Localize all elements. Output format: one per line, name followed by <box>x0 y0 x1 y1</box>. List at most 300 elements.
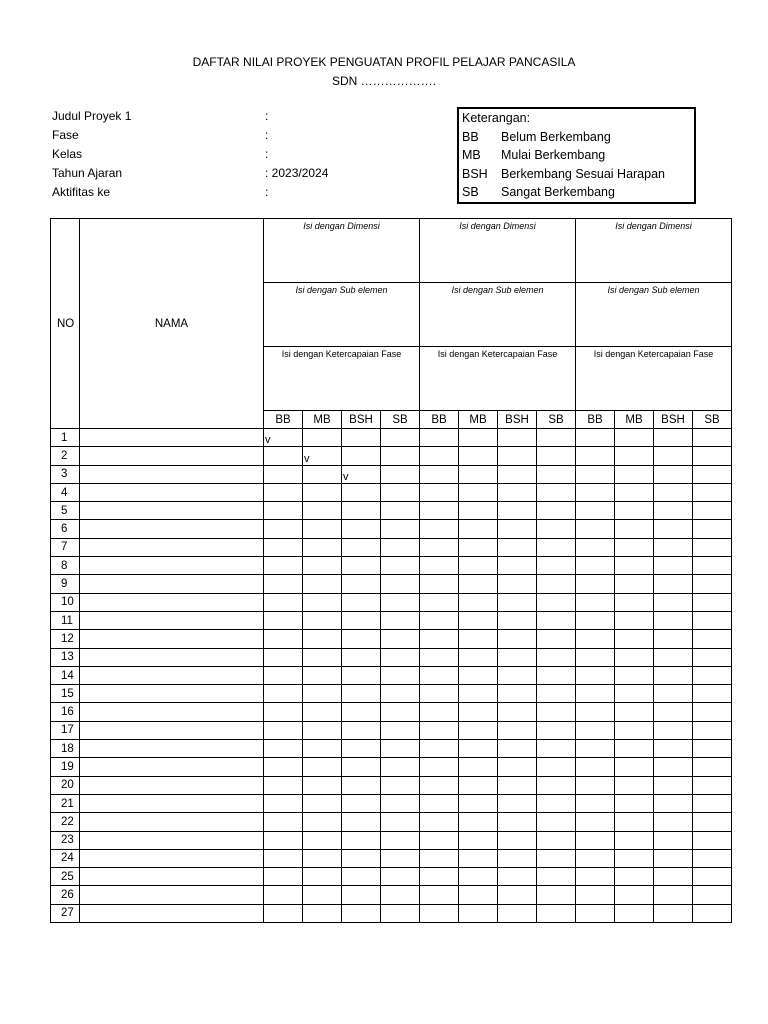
score-cell[interactable] <box>264 758 303 776</box>
name-cell[interactable] <box>80 831 264 849</box>
score-cell[interactable] <box>381 447 420 465</box>
score-cell[interactable] <box>381 721 420 739</box>
score-cell[interactable] <box>264 538 303 556</box>
score-cell[interactable] <box>654 721 693 739</box>
score-cell[interactable] <box>303 886 342 904</box>
score-cell[interactable] <box>537 557 576 575</box>
score-cell[interactable] <box>420 666 459 684</box>
score-cell[interactable] <box>459 794 498 812</box>
score-cell[interactable] <box>420 429 459 447</box>
score-cell[interactable] <box>264 520 303 538</box>
score-cell[interactable] <box>459 483 498 501</box>
score-cell[interactable] <box>342 794 381 812</box>
score-cell[interactable] <box>654 740 693 758</box>
score-cell[interactable] <box>459 557 498 575</box>
score-cell[interactable] <box>576 648 615 666</box>
score-cell[interactable] <box>342 557 381 575</box>
score-cell[interactable] <box>693 666 732 684</box>
score-cell[interactable] <box>420 538 459 556</box>
score-cell[interactable] <box>420 502 459 520</box>
score-cell[interactable] <box>381 465 420 483</box>
score-cell[interactable] <box>342 593 381 611</box>
score-cell[interactable] <box>420 520 459 538</box>
score-cell[interactable] <box>498 465 537 483</box>
score-cell[interactable] <box>693 758 732 776</box>
score-cell[interactable] <box>459 868 498 886</box>
score-cell[interactable] <box>303 703 342 721</box>
score-cell[interactable] <box>537 813 576 831</box>
score-cell[interactable] <box>537 904 576 922</box>
score-cell[interactable] <box>498 758 537 776</box>
name-cell[interactable] <box>80 611 264 629</box>
score-cell[interactable] <box>576 776 615 794</box>
score-cell[interactable] <box>693 849 732 867</box>
score-cell[interactable] <box>693 465 732 483</box>
score-cell[interactable] <box>537 831 576 849</box>
score-cell[interactable] <box>342 776 381 794</box>
score-cell[interactable] <box>654 685 693 703</box>
name-cell[interactable] <box>80 538 264 556</box>
score-cell[interactable] <box>381 538 420 556</box>
score-cell[interactable] <box>654 849 693 867</box>
score-cell[interactable] <box>303 593 342 611</box>
score-cell[interactable] <box>498 721 537 739</box>
score-cell[interactable] <box>498 630 537 648</box>
score-cell[interactable] <box>303 794 342 812</box>
score-cell[interactable] <box>693 648 732 666</box>
score-cell[interactable] <box>693 831 732 849</box>
name-cell[interactable] <box>80 630 264 648</box>
score-cell[interactable] <box>342 904 381 922</box>
score-cell[interactable] <box>381 813 420 831</box>
score-cell[interactable] <box>459 538 498 556</box>
score-cell[interactable] <box>615 557 654 575</box>
score-cell[interactable] <box>537 794 576 812</box>
score-cell[interactable] <box>615 868 654 886</box>
score-cell[interactable] <box>264 776 303 794</box>
score-cell[interactable] <box>459 666 498 684</box>
score-cell[interactable] <box>537 429 576 447</box>
score-cell[interactable] <box>264 575 303 593</box>
score-cell[interactable] <box>498 794 537 812</box>
score-cell[interactable] <box>264 813 303 831</box>
score-cell[interactable] <box>615 483 654 501</box>
score-cell[interactable] <box>381 666 420 684</box>
score-cell[interactable] <box>264 502 303 520</box>
score-cell[interactable] <box>654 502 693 520</box>
score-cell[interactable] <box>459 849 498 867</box>
score-cell[interactable] <box>420 685 459 703</box>
score-cell[interactable] <box>654 465 693 483</box>
score-cell[interactable] <box>342 429 381 447</box>
score-cell[interactable] <box>537 630 576 648</box>
score-cell[interactable] <box>615 575 654 593</box>
score-cell[interactable] <box>576 740 615 758</box>
score-cell[interactable] <box>264 849 303 867</box>
score-cell[interactable] <box>537 520 576 538</box>
score-cell[interactable] <box>654 831 693 849</box>
score-cell[interactable] <box>381 740 420 758</box>
score-cell[interactable] <box>381 429 420 447</box>
score-cell[interactable] <box>615 849 654 867</box>
score-cell[interactable] <box>381 794 420 812</box>
score-cell[interactable] <box>576 502 615 520</box>
name-cell[interactable] <box>80 776 264 794</box>
score-cell[interactable] <box>381 611 420 629</box>
score-cell[interactable] <box>654 593 693 611</box>
score-cell[interactable] <box>264 611 303 629</box>
score-cell[interactable] <box>693 740 732 758</box>
score-cell[interactable] <box>654 666 693 684</box>
score-cell[interactable] <box>342 520 381 538</box>
score-cell[interactable] <box>342 483 381 501</box>
score-cell[interactable] <box>303 465 342 483</box>
name-cell[interactable] <box>80 575 264 593</box>
score-cell[interactable] <box>537 740 576 758</box>
score-cell[interactable] <box>498 831 537 849</box>
score-cell[interactable] <box>498 502 537 520</box>
score-cell[interactable] <box>381 685 420 703</box>
score-cell[interactable] <box>420 794 459 812</box>
name-cell[interactable] <box>80 648 264 666</box>
name-cell[interactable] <box>80 886 264 904</box>
score-cell[interactable] <box>342 538 381 556</box>
score-cell[interactable] <box>303 831 342 849</box>
score-cell[interactable] <box>654 648 693 666</box>
score-cell[interactable] <box>654 868 693 886</box>
score-cell[interactable] <box>498 740 537 758</box>
score-cell[interactable] <box>459 904 498 922</box>
score-cell[interactable] <box>615 611 654 629</box>
score-cell[interactable] <box>264 721 303 739</box>
score-cell[interactable] <box>693 630 732 648</box>
score-cell[interactable] <box>654 758 693 776</box>
score-cell[interactable] <box>615 886 654 904</box>
score-cell[interactable] <box>693 593 732 611</box>
name-cell[interactable] <box>80 849 264 867</box>
name-cell[interactable] <box>80 502 264 520</box>
score-cell[interactable] <box>576 429 615 447</box>
score-cell[interactable] <box>498 685 537 703</box>
score-cell[interactable] <box>693 538 732 556</box>
score-cell[interactable] <box>342 886 381 904</box>
score-cell[interactable] <box>654 886 693 904</box>
score-cell[interactable] <box>420 703 459 721</box>
score-cell[interactable] <box>264 447 303 465</box>
score-cell[interactable] <box>498 593 537 611</box>
score-cell[interactable] <box>420 758 459 776</box>
score-cell[interactable]: v <box>264 429 303 447</box>
score-cell[interactable] <box>654 575 693 593</box>
score-cell[interactable] <box>420 904 459 922</box>
score-cell[interactable] <box>459 740 498 758</box>
score-cell[interactable] <box>342 630 381 648</box>
score-cell[interactable] <box>342 685 381 703</box>
score-cell[interactable] <box>420 465 459 483</box>
score-cell[interactable] <box>498 520 537 538</box>
score-cell[interactable] <box>381 575 420 593</box>
score-cell[interactable] <box>459 593 498 611</box>
score-cell[interactable] <box>576 630 615 648</box>
score-cell[interactable] <box>381 703 420 721</box>
score-cell[interactable] <box>654 703 693 721</box>
score-cell[interactable] <box>498 904 537 922</box>
score-cell[interactable] <box>303 648 342 666</box>
score-cell[interactable] <box>537 611 576 629</box>
score-cell[interactable] <box>264 794 303 812</box>
score-cell[interactable] <box>537 465 576 483</box>
score-cell[interactable] <box>303 685 342 703</box>
score-cell[interactable] <box>303 666 342 684</box>
score-cell[interactable] <box>498 648 537 666</box>
score-cell[interactable] <box>537 666 576 684</box>
score-cell[interactable] <box>264 593 303 611</box>
score-cell[interactable] <box>576 886 615 904</box>
score-cell[interactable] <box>381 502 420 520</box>
score-cell[interactable] <box>693 520 732 538</box>
score-cell[interactable] <box>654 630 693 648</box>
score-cell[interactable] <box>342 666 381 684</box>
score-cell[interactable] <box>576 703 615 721</box>
score-cell[interactable] <box>264 904 303 922</box>
score-cell[interactable] <box>459 721 498 739</box>
score-cell[interactable] <box>654 483 693 501</box>
score-cell[interactable] <box>537 483 576 501</box>
score-cell[interactable] <box>459 831 498 849</box>
score-cell[interactable] <box>615 758 654 776</box>
name-cell[interactable] <box>80 666 264 684</box>
score-cell[interactable] <box>459 813 498 831</box>
score-cell[interactable] <box>381 557 420 575</box>
score-cell[interactable] <box>498 447 537 465</box>
score-cell[interactable] <box>342 575 381 593</box>
score-cell[interactable]: v <box>303 447 342 465</box>
score-cell[interactable] <box>498 575 537 593</box>
name-cell[interactable] <box>80 429 264 447</box>
score-cell[interactable] <box>654 794 693 812</box>
score-cell[interactable] <box>615 904 654 922</box>
name-cell[interactable] <box>80 593 264 611</box>
score-cell[interactable] <box>264 831 303 849</box>
name-cell[interactable] <box>80 721 264 739</box>
score-cell[interactable] <box>615 685 654 703</box>
score-cell[interactable] <box>381 831 420 849</box>
score-cell[interactable] <box>303 520 342 538</box>
score-cell[interactable] <box>264 630 303 648</box>
score-cell[interactable] <box>264 740 303 758</box>
score-cell[interactable] <box>420 849 459 867</box>
score-cell[interactable] <box>576 611 615 629</box>
score-cell[interactable] <box>420 630 459 648</box>
score-cell[interactable] <box>459 758 498 776</box>
score-cell[interactable] <box>537 849 576 867</box>
score-cell[interactable] <box>537 703 576 721</box>
score-cell[interactable] <box>303 557 342 575</box>
score-cell[interactable] <box>576 575 615 593</box>
score-cell[interactable] <box>303 429 342 447</box>
score-cell[interactable] <box>576 685 615 703</box>
score-cell[interactable] <box>459 465 498 483</box>
name-cell[interactable] <box>80 685 264 703</box>
score-cell[interactable] <box>693 703 732 721</box>
score-cell[interactable] <box>615 538 654 556</box>
score-cell[interactable] <box>264 648 303 666</box>
score-cell[interactable] <box>264 666 303 684</box>
score-cell[interactable] <box>537 538 576 556</box>
score-cell[interactable] <box>381 849 420 867</box>
score-cell[interactable] <box>576 666 615 684</box>
score-cell[interactable] <box>615 502 654 520</box>
score-cell[interactable] <box>264 868 303 886</box>
score-cell[interactable] <box>498 868 537 886</box>
score-cell[interactable]: v <box>342 465 381 483</box>
score-cell[interactable] <box>264 703 303 721</box>
score-cell[interactable] <box>303 483 342 501</box>
score-cell[interactable] <box>342 721 381 739</box>
score-cell[interactable] <box>459 703 498 721</box>
score-cell[interactable] <box>303 758 342 776</box>
score-cell[interactable] <box>654 557 693 575</box>
score-cell[interactable] <box>303 630 342 648</box>
score-cell[interactable] <box>381 886 420 904</box>
score-cell[interactable] <box>654 904 693 922</box>
score-cell[interactable] <box>342 813 381 831</box>
score-cell[interactable] <box>576 904 615 922</box>
score-cell[interactable] <box>615 721 654 739</box>
score-cell[interactable] <box>303 849 342 867</box>
name-cell[interactable] <box>80 758 264 776</box>
score-cell[interactable] <box>459 520 498 538</box>
name-cell[interactable] <box>80 483 264 501</box>
score-cell[interactable] <box>693 575 732 593</box>
score-cell[interactable] <box>420 483 459 501</box>
name-cell[interactable] <box>80 703 264 721</box>
score-cell[interactable] <box>537 758 576 776</box>
score-cell[interactable] <box>693 483 732 501</box>
score-cell[interactable] <box>693 685 732 703</box>
score-cell[interactable] <box>498 813 537 831</box>
score-cell[interactable] <box>615 794 654 812</box>
score-cell[interactable] <box>303 538 342 556</box>
score-cell[interactable] <box>498 776 537 794</box>
score-cell[interactable] <box>420 776 459 794</box>
score-cell[interactable] <box>459 630 498 648</box>
score-cell[interactable] <box>654 429 693 447</box>
score-cell[interactable] <box>498 429 537 447</box>
score-cell[interactable] <box>420 740 459 758</box>
score-cell[interactable] <box>654 813 693 831</box>
score-cell[interactable] <box>693 904 732 922</box>
score-cell[interactable] <box>576 721 615 739</box>
score-cell[interactable] <box>381 758 420 776</box>
score-cell[interactable] <box>615 630 654 648</box>
score-cell[interactable] <box>615 703 654 721</box>
score-cell[interactable] <box>420 813 459 831</box>
score-cell[interactable] <box>459 429 498 447</box>
score-cell[interactable] <box>693 794 732 812</box>
score-cell[interactable] <box>537 648 576 666</box>
name-cell[interactable] <box>80 868 264 886</box>
score-cell[interactable] <box>576 538 615 556</box>
score-cell[interactable] <box>693 886 732 904</box>
score-cell[interactable] <box>264 483 303 501</box>
score-cell[interactable] <box>342 831 381 849</box>
score-cell[interactable] <box>576 813 615 831</box>
score-cell[interactable] <box>693 447 732 465</box>
score-cell[interactable] <box>498 703 537 721</box>
score-cell[interactable] <box>693 502 732 520</box>
score-cell[interactable] <box>576 794 615 812</box>
score-cell[interactable] <box>420 447 459 465</box>
score-cell[interactable] <box>498 538 537 556</box>
score-cell[interactable] <box>420 721 459 739</box>
score-cell[interactable] <box>420 575 459 593</box>
score-cell[interactable] <box>498 666 537 684</box>
score-cell[interactable] <box>381 776 420 794</box>
score-cell[interactable] <box>303 904 342 922</box>
score-cell[interactable] <box>537 886 576 904</box>
score-cell[interactable] <box>420 557 459 575</box>
score-cell[interactable] <box>654 447 693 465</box>
score-cell[interactable] <box>498 557 537 575</box>
score-cell[interactable] <box>303 611 342 629</box>
name-cell[interactable] <box>80 740 264 758</box>
score-cell[interactable] <box>576 520 615 538</box>
score-cell[interactable] <box>537 868 576 886</box>
score-cell[interactable] <box>576 849 615 867</box>
score-cell[interactable] <box>459 685 498 703</box>
score-cell[interactable] <box>381 868 420 886</box>
score-cell[interactable] <box>303 721 342 739</box>
score-cell[interactable] <box>615 593 654 611</box>
name-cell[interactable] <box>80 904 264 922</box>
score-cell[interactable] <box>342 849 381 867</box>
score-cell[interactable] <box>420 611 459 629</box>
score-cell[interactable] <box>342 758 381 776</box>
score-cell[interactable] <box>459 502 498 520</box>
name-cell[interactable] <box>80 813 264 831</box>
score-cell[interactable] <box>264 557 303 575</box>
score-cell[interactable] <box>459 886 498 904</box>
score-cell[interactable] <box>381 483 420 501</box>
score-cell[interactable] <box>693 721 732 739</box>
score-cell[interactable] <box>537 447 576 465</box>
score-cell[interactable] <box>264 465 303 483</box>
name-cell[interactable] <box>80 447 264 465</box>
score-cell[interactable] <box>381 630 420 648</box>
score-cell[interactable] <box>615 648 654 666</box>
score-cell[interactable] <box>576 483 615 501</box>
score-cell[interactable] <box>693 557 732 575</box>
score-cell[interactable] <box>303 868 342 886</box>
score-cell[interactable] <box>459 447 498 465</box>
score-cell[interactable] <box>342 502 381 520</box>
score-cell[interactable] <box>381 904 420 922</box>
score-cell[interactable] <box>498 611 537 629</box>
score-cell[interactable] <box>303 740 342 758</box>
score-cell[interactable] <box>420 593 459 611</box>
score-cell[interactable] <box>576 831 615 849</box>
score-cell[interactable] <box>498 886 537 904</box>
score-cell[interactable] <box>459 776 498 794</box>
score-cell[interactable] <box>654 538 693 556</box>
score-cell[interactable] <box>459 611 498 629</box>
score-cell[interactable] <box>342 740 381 758</box>
score-cell[interactable] <box>693 776 732 794</box>
score-cell[interactable] <box>537 685 576 703</box>
score-cell[interactable] <box>420 868 459 886</box>
score-cell[interactable] <box>342 611 381 629</box>
